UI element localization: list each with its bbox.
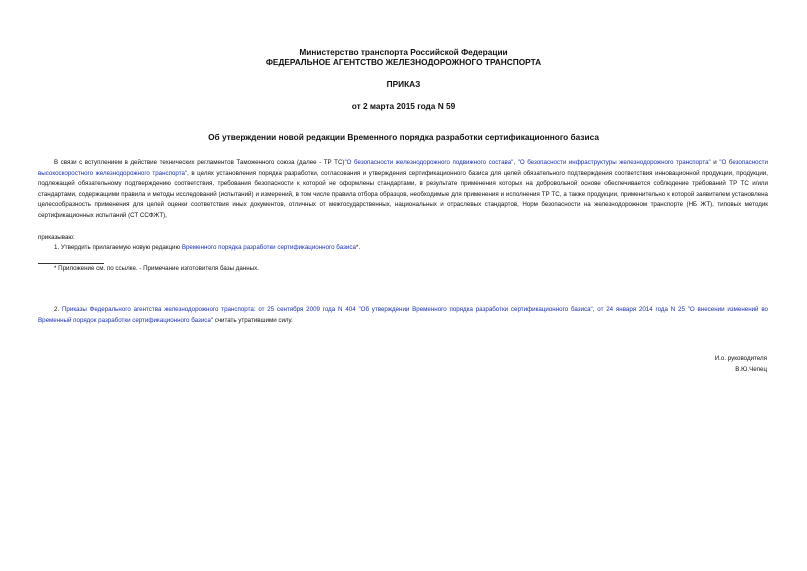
item-2-end: считать утратившими силу. <box>213 316 293 324</box>
order-word: приказываю: <box>38 234 75 241</box>
intro-text-3: и <box>710 159 720 166</box>
item-2-sep: , <box>592 306 598 313</box>
item-1-text: 1. Утвердить прилагаемую новую редакцию <box>54 244 182 251</box>
link-tr-high-speed[interactable]: "О безопасности высокоскоростного железнодорожного транспорта" <box>38 159 768 177</box>
item-2-number: 2. <box>54 306 62 313</box>
signature-position: И.о. руководителя <box>714 355 767 362</box>
doc-type-heading: ПРИКАЗ <box>386 79 421 89</box>
signature-name: В.Ю.Чепец <box>735 366 767 373</box>
intro-text-1: В связи с вступлением в действие технических регламентов Таможенного союза (далее - ТР ТС) <box>54 159 345 166</box>
link-order-25[interactable]: от 24 января 2014 года N 25 "О внесении изменений во Временный порядок разработки сертификационного базиса" <box>38 306 768 324</box>
item-2 <box>38 305 768 326</box>
item-1-end: *. <box>355 244 361 251</box>
ministry-heading: Министерство транспорта Российской Федерации <box>299 47 508 57</box>
item-1 <box>54 243 360 254</box>
document-title: Об утверждении новой редакции Временного порядка разработки сертификационного базиса <box>208 132 599 142</box>
intro-text-4: , в целях установления порядка разработки, согласования и утверждения сертификационного базиса для целей обязательного подтверждения соответствия инновационной продукции, продукции, подлежащей обязательному подтверждению соответствия, требования безопасности к которой не оформлены стандартами, в результате применения которых на добровольной основе обеспечивается соблюдение требований ТР ТС и/или стандартами, содержащими правила и методы исследований (испытаний) и измерений, в том числе правила отбора образцов, необходимые для применения и исполнения ТР ТС, а также продукции, применительно к которой заявителем установлена целесообразность применения для целей оценки соответствия иных документов, отличных от межгосударственных, национальных и отраслевых стандартов, Норм безопасности на железнодорожном транспорте (НБ ЖТ), типовых методик сертификационных испытаний (СТ ССФЖТ), <box>38 169 768 219</box>
intro-paragraph <box>38 158 768 222</box>
link-tr-infrastructure[interactable]: "О безопасности инфраструктуры железнодорожного транспорта" <box>517 159 711 166</box>
intro-text-2: , <box>513 159 518 166</box>
link-temporary-procedure[interactable]: Временного порядка разработки сертификационного базиса <box>181 244 356 251</box>
link-tr-rolling-stock[interactable]: "О безопасности железнодорожного подвижного состава" <box>344 159 514 166</box>
date-number: от 2 марта 2015 года N 59 <box>351 101 456 111</box>
link-order-404[interactable]: Приказы Федерального агентства железнодорожного транспорта: от 25 сентября 2009 года N 404 "Об утверждении Временного порядка разработки сертификационного базиса" <box>61 306 593 313</box>
footnote: * Приложение см. по ссылке. - Примечание изготовителя базы данных. <box>54 265 259 272</box>
agency-heading: ФЕДЕРАЛЬНОЕ АГЕНТСТВО ЖЕЛЕЗНОДОРОЖНОГО ТРАНСПОРТА <box>265 57 542 67</box>
